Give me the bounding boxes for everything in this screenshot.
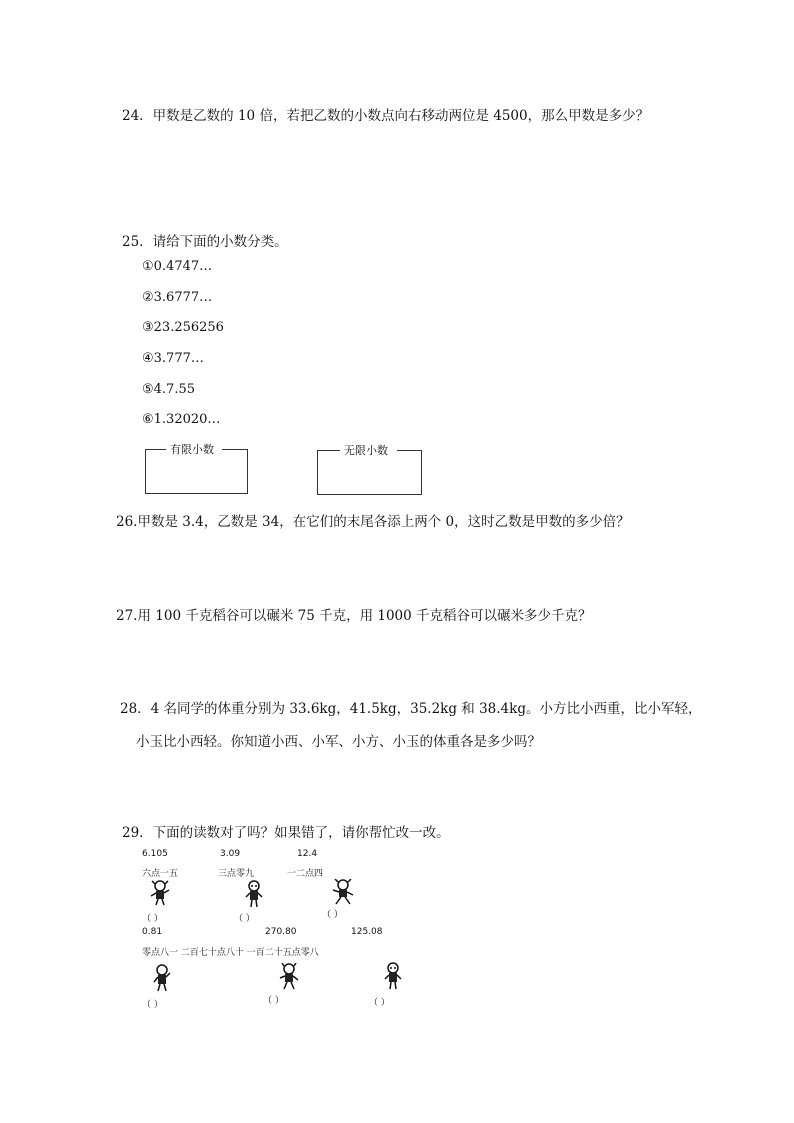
number-3-09: 3.09 <box>220 849 241 859</box>
question-29-title: 29．下面的读数对了吗？如果错了，请你帮忙改一改。 <box>122 825 450 841</box>
answer-bracket-5[interactable]: （ ） <box>263 996 284 1006</box>
answer-bracket-2[interactable]: （ ） <box>234 914 255 924</box>
finite-decimal-label: 有限小数 <box>170 443 214 456</box>
infinite-decimal-label: 无限小数 <box>344 444 388 457</box>
cartoon-child-icon <box>152 964 172 992</box>
number-6-105: 6.105 <box>142 849 168 859</box>
option-4: ④3.777… <box>142 351 204 366</box>
answer-bracket-3[interactable]: （ ） <box>322 910 343 920</box>
option-5: ⑤4.7.55 <box>142 382 196 397</box>
number-0-81: 0.81 <box>142 927 163 937</box>
option-6: ⑥1.32020… <box>142 412 221 427</box>
option-3: ③23.256256 <box>142 320 224 335</box>
reading-2: 三点零九 <box>218 869 255 879</box>
number-270-80: 270.80 <box>265 927 297 937</box>
question-24: 24．甲数是乙数的 10 倍，若把乙数的小数点向右移动两位是 4500，那么甲数是多少？ <box>122 108 650 124</box>
question-28-line2: 小玉比小西轻。你知道小西、小军、小方、小玉的体重各是多少吗？ <box>136 734 541 750</box>
cartoon-child-icon <box>278 963 300 991</box>
question-26: 26.甲数是 3.4，乙数是 34，在它们的末尾各添上两个 0，这时乙数是甲数的多少倍？ <box>116 514 630 530</box>
question-28-line1: 28．4 名同学的体重分别为 33.6kg，41.5kg，35.2kg 和 38.4kg。小方比小西重，比小军轻， <box>120 701 702 717</box>
option-2: ②3.6777… <box>142 290 213 305</box>
number-12-4: 12.4 <box>297 849 318 859</box>
reading-3: 一二点四 <box>287 869 324 879</box>
option-1: ①0.4747… <box>142 259 213 274</box>
answer-bracket-6[interactable]: （ ） <box>369 998 390 1008</box>
cartoon-child-icon <box>243 880 265 908</box>
answer-bracket-1[interactable]: （ ） <box>142 914 163 924</box>
cartoon-child-icon <box>149 880 171 906</box>
finite-decimal-box[interactable] <box>145 443 248 494</box>
cartoon-child-icon <box>382 962 404 990</box>
answer-bracket-4[interactable]: （ ） <box>142 1000 163 1010</box>
infinite-decimal-box[interactable] <box>317 444 422 495</box>
number-125-08: 125.08 <box>351 927 383 937</box>
reading-1: 六点一五 <box>142 869 179 879</box>
question-25-title: 25．请给下面的小数分类。 <box>122 234 288 250</box>
question-27: 27.用 100 千克稻谷可以碾米 75 千克，用 1000 千克稻谷可以碾米多少千克？ <box>116 608 592 624</box>
cartoon-child-icon <box>331 879 355 905</box>
readings-row-2: 零点八一 二百七十点八十 一百二十五点零八 <box>142 948 319 958</box>
